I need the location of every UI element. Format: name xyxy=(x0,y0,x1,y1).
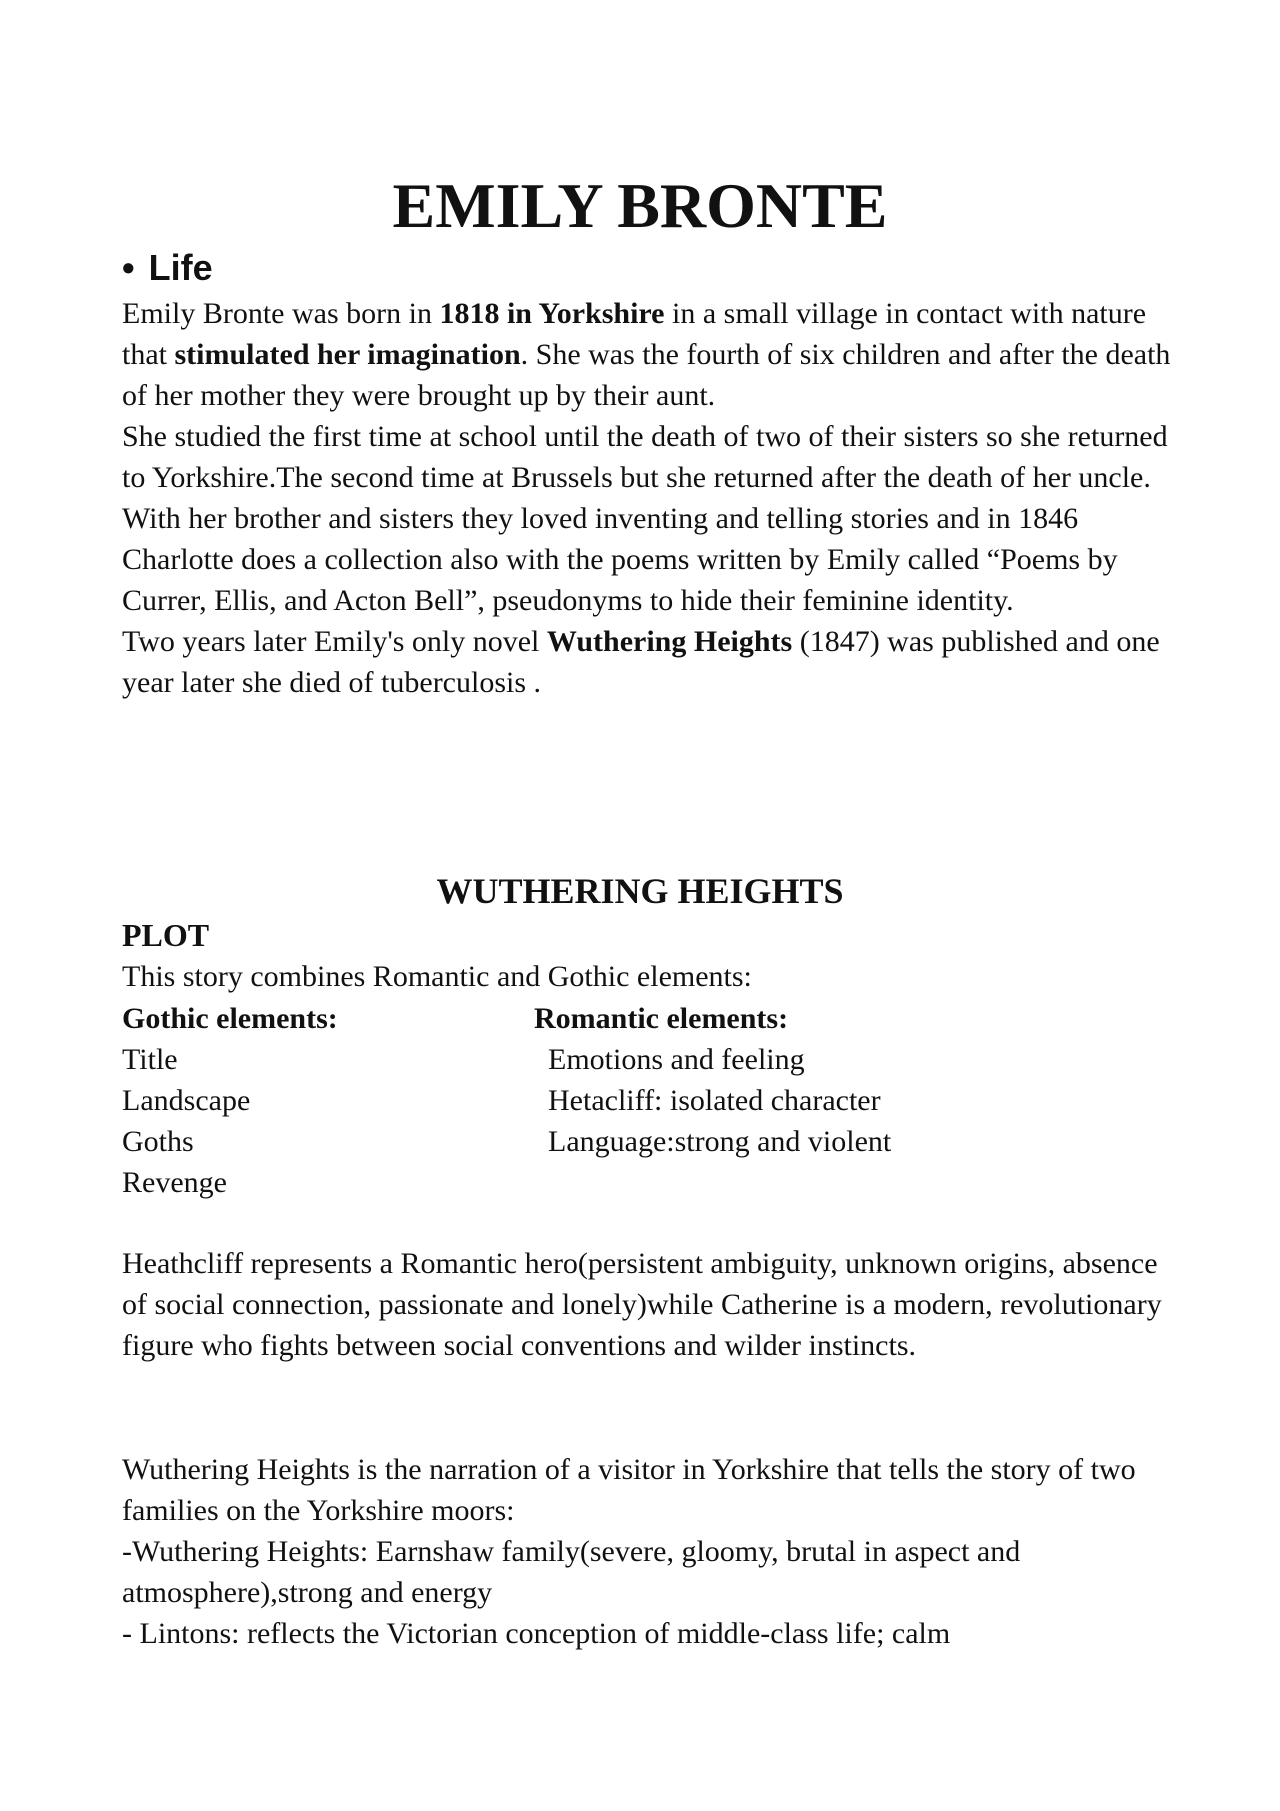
page-title: EMILY BRONTE xyxy=(392,170,888,241)
gothic-element-item: Title xyxy=(122,1043,178,1076)
life-paragraph-education: She studied the first time at school until the death of two of their sisters so she returned to Yorkshire.The second time at Brussels but she returned after the death of her uncle. xyxy=(122,420,1168,494)
life-paragraph-novel xyxy=(122,621,1182,703)
life-heading xyxy=(122,245,213,291)
romantic-element-item: Emotions and feeling xyxy=(548,1043,805,1076)
wuthering-heights-title: WUTHERING HEIGHTS xyxy=(436,871,844,911)
bold-phrase: stimulated her imagination xyxy=(174,338,521,371)
bullet-icon: • xyxy=(122,247,135,288)
text-run: (1847) was published and one year later she died of tuberculosis . xyxy=(122,625,1160,699)
plot-intro: This story combines Romantic and Gothic elements: xyxy=(122,960,752,993)
narration-line: -Wuthering Heights: Earnshaw family(severe, gloomy, brutal in aspect and atmosphere),strong and energy xyxy=(122,1535,1021,1609)
narration-line: Wuthering Heights is the narration of a visitor in Yorkshire that tells the story of two families on the Yorkshire moors: xyxy=(122,1453,1136,1527)
life-paragraph-birth xyxy=(122,293,1182,416)
life-heading-label: Life xyxy=(148,247,213,288)
life-paragraph-poems: With her brother and sisters they loved inventing and telling stories and in 1846 Charlotte does a collection also with the poems written by Emily called “Poems by Currer, Ellis, and Acton Bell”, pseudonyms to hide their feminine identity. xyxy=(122,502,1118,617)
text-run: Emily Bronte was born in xyxy=(122,297,440,330)
narration-line: - Lintons: reflects the Victorian conception of middle-class life; calm xyxy=(122,1617,951,1650)
life-section xyxy=(122,293,1182,703)
bold-phrase: Wuthering Heights xyxy=(546,625,793,658)
heathcliff-paragraph: Heathcliff represents a Romantic hero(persistent ambiguity, unknown origins, absence of social connection, passionate and lonely)while Catherine is a modern, revolutionary figure who fights between social conventions and wilder instincts. xyxy=(122,1247,1162,1362)
text-run: . She was the fourth of six children and after the death of her mother they were brought up by their aunt. xyxy=(122,338,1171,412)
romantic-elements-column xyxy=(534,998,1174,1162)
romantic-elements-header: Romantic elements: xyxy=(534,1002,789,1035)
narration-block xyxy=(122,1449,1182,1654)
gothic-element-item: Landscape xyxy=(122,1084,251,1117)
plot-label: PLOT xyxy=(122,917,210,953)
gothic-elements-column xyxy=(122,998,532,1203)
text-run: in a small village in contact with nature that xyxy=(122,297,1147,371)
gothic-element-item: Goths xyxy=(122,1125,194,1158)
heathcliff-paragraph-block xyxy=(122,1243,1182,1366)
gothic-elements-header: Gothic elements: xyxy=(122,1002,338,1035)
gothic-element-item: Revenge xyxy=(122,1166,227,1199)
romantic-element-item: Language:strong and violent xyxy=(548,1125,892,1158)
romantic-element-item: Hetacliff: isolated character xyxy=(548,1084,881,1117)
bold-phrase: 1818 in Yorkshire xyxy=(439,297,665,330)
text-run: Two years later Emily's only novel xyxy=(122,625,547,658)
